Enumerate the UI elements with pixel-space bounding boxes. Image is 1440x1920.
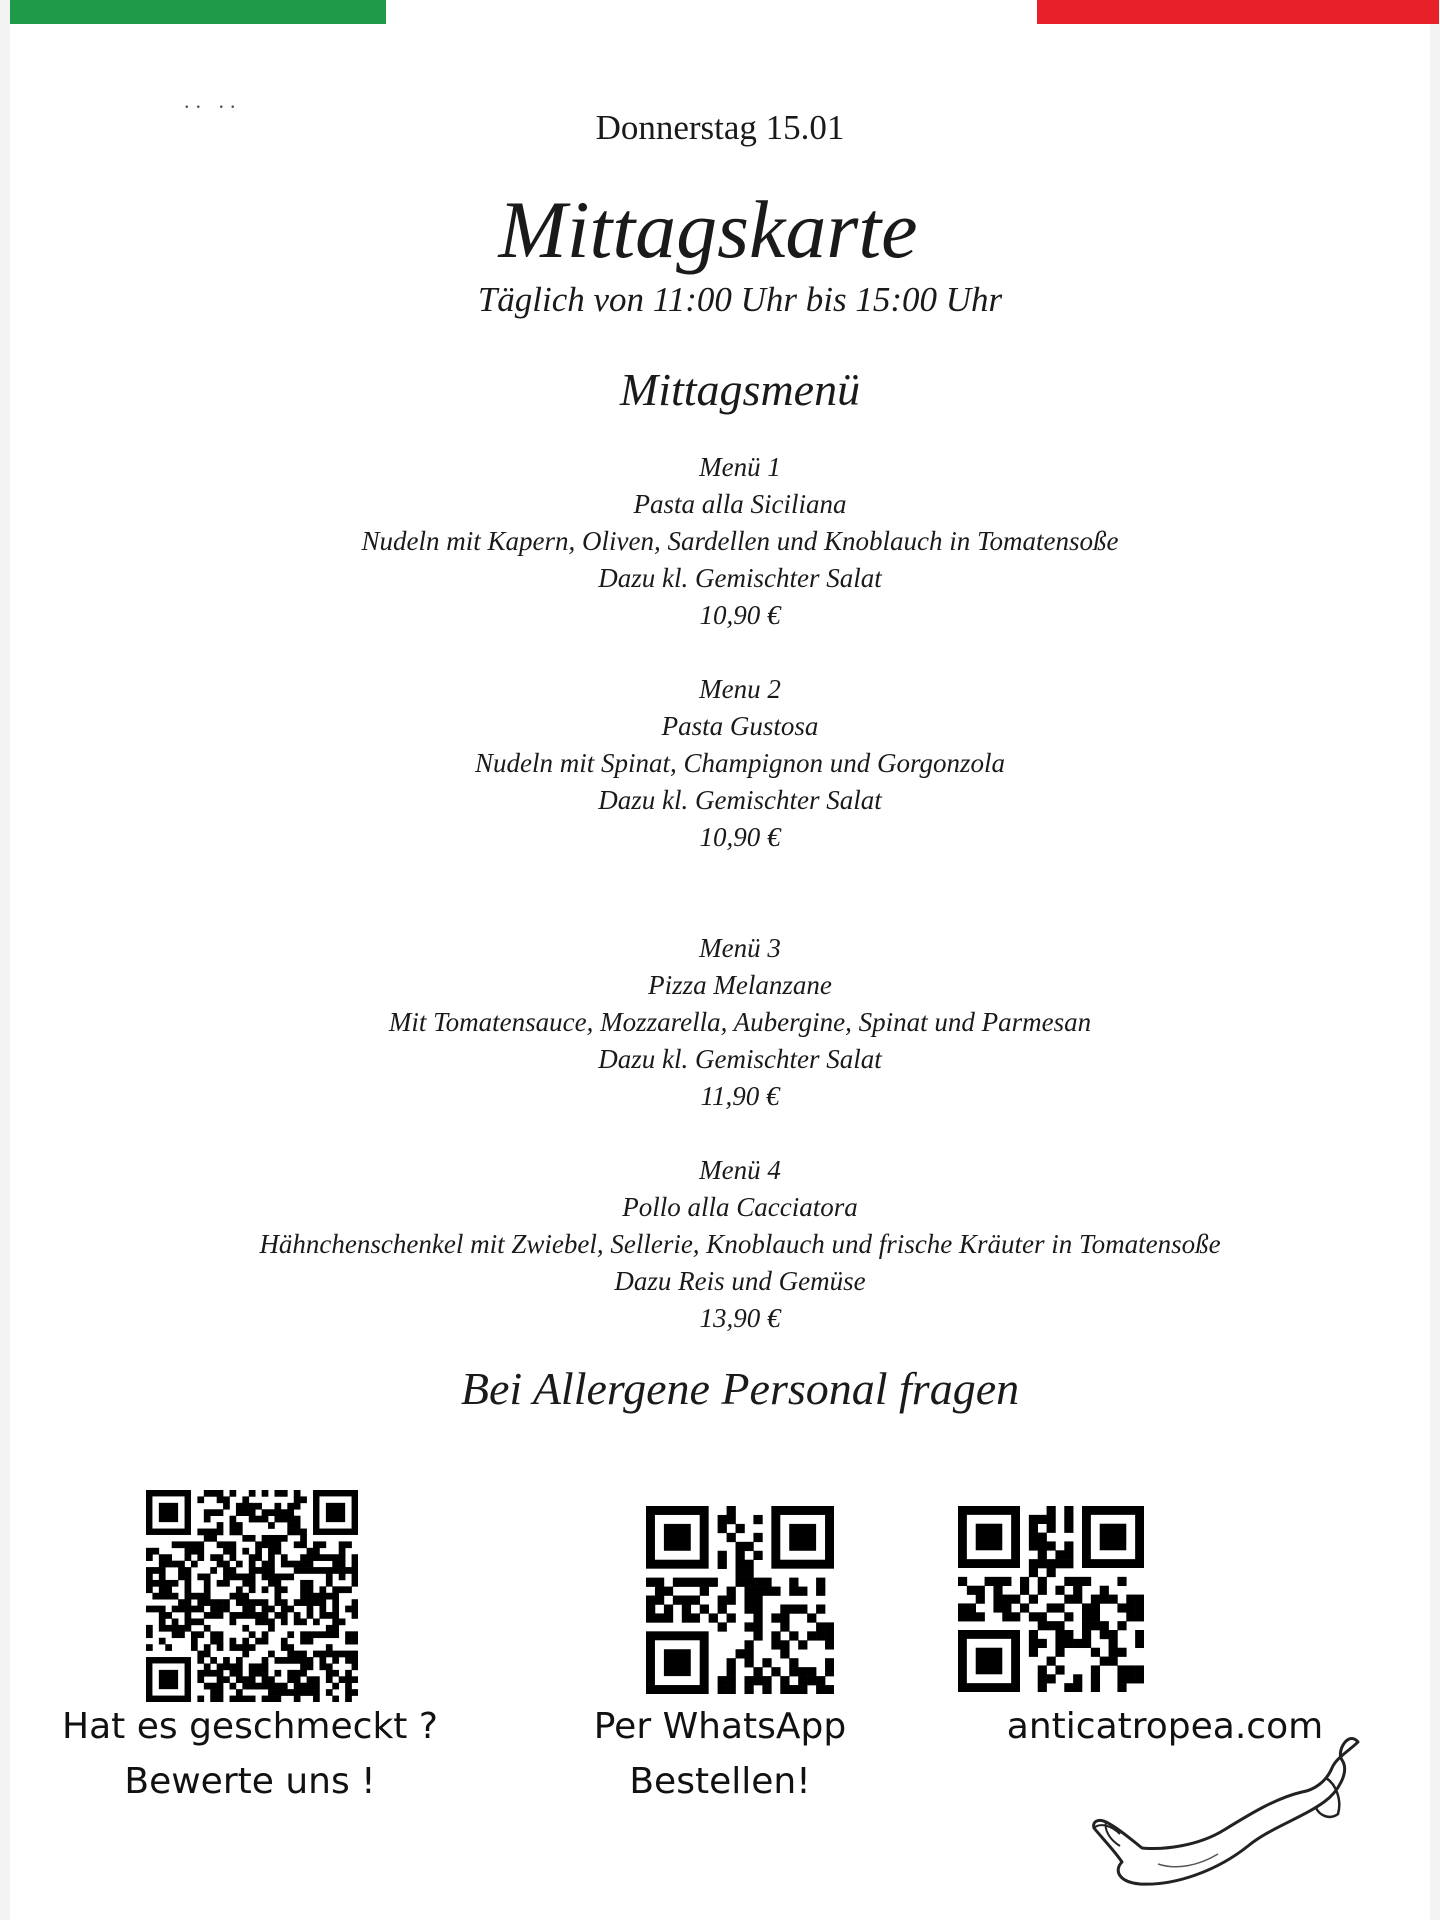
menu-side: Dazu kl. Gemischter Salat bbox=[598, 1044, 882, 1074]
menu-description: Hähnchenschenkel mit Zwiebel, Sellerie, Knoblauch und frische Kräuter in Tomatensoße bbox=[259, 1229, 1221, 1259]
menu-name: Menu 2 bbox=[699, 674, 781, 704]
review-qr-code[interactable] bbox=[146, 1490, 358, 1702]
menu-name: Menü 1 bbox=[699, 452, 781, 482]
menu-dish: Pasta Gustosa bbox=[661, 711, 819, 741]
whatsapp-qr-code[interactable] bbox=[646, 1506, 834, 1694]
whatsapp-caption bbox=[540, 1699, 900, 1809]
menu-price: 13,90 € bbox=[699, 1303, 781, 1333]
menu-name: Menü 4 bbox=[699, 1155, 781, 1185]
chili-pepper-icon bbox=[1080, 1730, 1380, 1910]
whatsapp-caption-line2: Bestellen! bbox=[629, 1761, 811, 1802]
menu-price: 10,90 € bbox=[699, 822, 781, 852]
website-link[interactable]: anticatropea.com bbox=[1006, 1706, 1324, 1747]
menu-dish: Pizza Melanzane bbox=[648, 970, 832, 1000]
review-caption bbox=[50, 1699, 450, 1809]
opening-hours: Täglich von 11:00 Uhr bis 15:00 Uhr bbox=[477, 280, 1003, 319]
menu-price: 11,90 € bbox=[700, 1081, 780, 1111]
flag-red-stripe bbox=[1037, 0, 1439, 24]
whatsapp-caption-line1: Per WhatsApp bbox=[593, 1706, 847, 1747]
qr-code-graphic bbox=[646, 1506, 834, 1694]
menu-item-4 bbox=[0, 1152, 1440, 1337]
decorative-dots: .. .. bbox=[184, 88, 242, 113]
allergen-note: Bei Allergene Personal fragen bbox=[460, 1363, 1020, 1414]
page-title: Mittagskarte bbox=[498, 184, 918, 275]
menu-side: Dazu Reis und Gemüse bbox=[614, 1266, 866, 1296]
menu-dish: Pollo alla Cacciatora bbox=[622, 1192, 858, 1222]
menu-item-2 bbox=[0, 671, 1440, 856]
menu-description: Mit Tomatensauce, Mozzarella, Aubergine, Spinat und Parmesan bbox=[388, 1007, 1092, 1037]
qr-code-graphic bbox=[146, 1490, 358, 1702]
menu-side: Dazu kl. Gemischter Salat bbox=[598, 785, 882, 815]
menu-name: Menü 3 bbox=[699, 933, 781, 963]
website-qr-code[interactable] bbox=[958, 1506, 1144, 1692]
menu-description: Nudeln mit Kapern, Oliven, Sardellen und Knoblauch in Tomatensoße bbox=[361, 526, 1119, 556]
flag-green-stripe bbox=[10, 0, 386, 24]
menu-item-3 bbox=[0, 930, 1440, 1115]
menu-price: 10,90 € bbox=[699, 600, 781, 630]
menu-item-1 bbox=[0, 449, 1440, 634]
menu-side: Dazu kl. Gemischter Salat bbox=[598, 563, 882, 593]
menu-dish: Pasta alla Siciliana bbox=[633, 489, 847, 519]
menu-description: Nudeln mit Spinat, Champignon und Gorgonzola bbox=[474, 748, 1006, 778]
menu-date: Donnerstag 15.01 bbox=[595, 108, 845, 147]
review-caption-line2: Bewerte uns ! bbox=[124, 1761, 376, 1802]
review-caption-line1: Hat es geschmeckt ? bbox=[62, 1706, 438, 1747]
qr-code-graphic bbox=[958, 1506, 1144, 1692]
section-title: Mittagsmenü bbox=[619, 364, 861, 415]
